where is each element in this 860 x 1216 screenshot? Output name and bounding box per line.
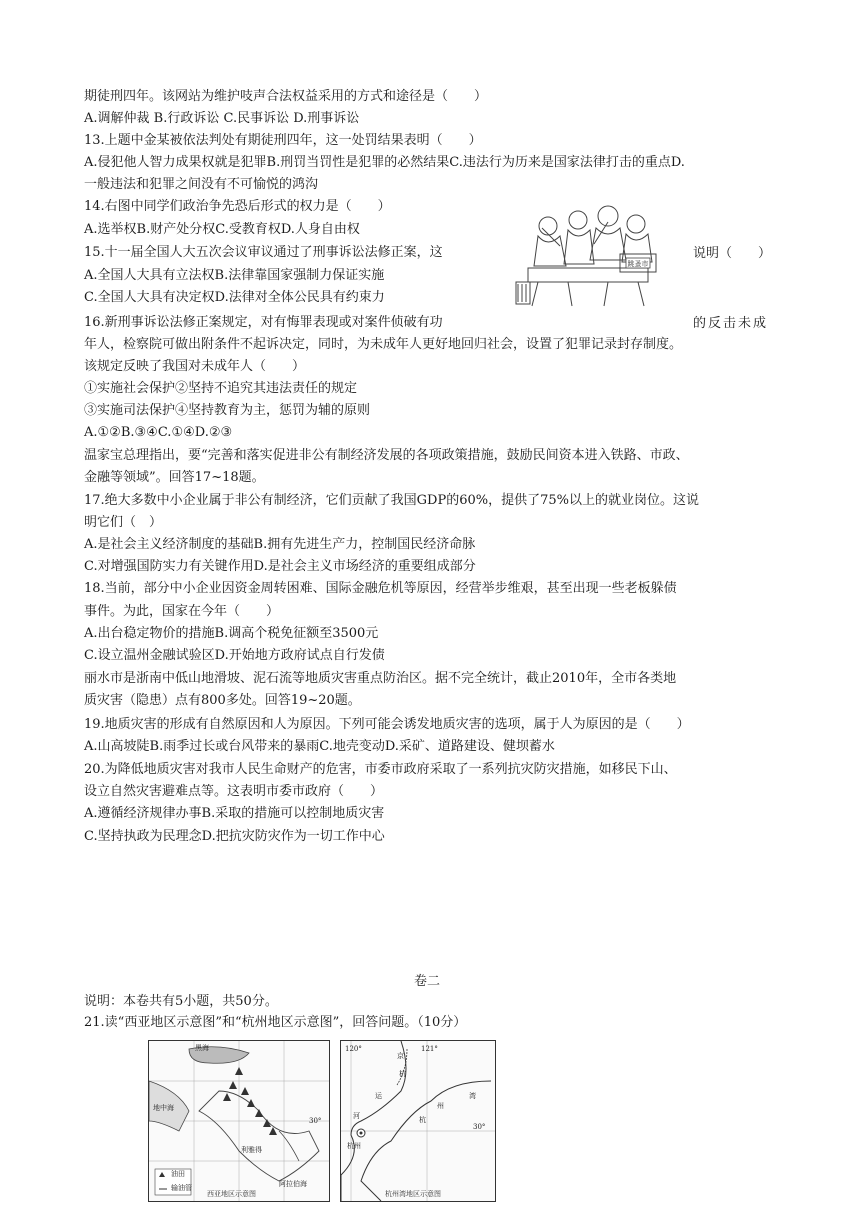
text-line: 17.绝大多数中小企业属于非公有制经济，它们贡献了我国GDP的60%，提供了75%以上的就业岗位。这说	[84, 493, 700, 508]
text-line: 期徒刑四年。该网站为维护吱声合法权益采用的方式和途径是（ ）	[84, 89, 488, 104]
q16-line-2: 年人，检察院可做出附条件不起诉决定，同时，为未成年人更好地回归社会，设置了犯罪记录封存制度。	[84, 337, 683, 352]
text-line: C.设立温州金融试验区D.开始地方政府试点自行发债	[84, 648, 385, 663]
text-line: 一般违法和犯罪之间没有不可愉悦的鸿沟	[84, 177, 319, 192]
map-label-lon1: 120°	[345, 1045, 362, 1053]
text-line: 14.右图中同学们政治争先恐后形式的权力是（ ）	[84, 199, 391, 214]
text-line: A.出台稳定物价的措施B.调高个税免征额至3500元	[84, 626, 379, 641]
map-label-mediterranean: 地中海	[153, 1104, 174, 1112]
text-line: C.坚持执政为民理念D.把抗灾防灾作为一切工作中心	[84, 829, 385, 844]
text-line: 温家宝总理指出，要“完善和落实促进非公有制经济发展的各项政策措施，鼓励民间资本进入铁路、市政、	[84, 448, 689, 463]
map-label-lat: 30°	[473, 1123, 486, 1131]
text-line: 18.当前，部分中小企业因资金周转困难、国际金融危机等原因，经营举步维艰，甚至出现一些老板躲债	[84, 581, 677, 596]
text-line: 19.地质灾害的形成有自然原因和人为原因。下列可能会诱发地质灾害的选项，属于人为原因的是（ ）	[84, 717, 690, 732]
map-legend-pipe: 输油管	[171, 1184, 192, 1192]
map-label-bay1: 州	[437, 1102, 444, 1110]
text-line: 13.上题中金某被依法判处有期徒刑四年，这一处罚结果表明（ ）	[84, 133, 482, 148]
map-label-canal1: 杭	[399, 1070, 406, 1078]
text-line: 事件。为此，国家在今年（ ）	[84, 604, 280, 619]
students-voting-illustration	[508, 196, 674, 308]
text-line: A.是社会主义经济制度的基础B.拥有先进生产力，控制国民经济命脉	[84, 537, 476, 552]
text-line: A.全国人大具有立法权B.法律靠国家强制力保证实施	[84, 268, 385, 283]
map-label-arab: 阿拉伯海	[279, 1180, 307, 1188]
west-asia-map	[148, 1040, 330, 1202]
text-line: 明它们（ ）	[84, 515, 163, 530]
text-line: 15.十一届全国人大五次会议审议通过了刑事诉讼法修正案，这	[84, 245, 443, 260]
text-line: 丽水市是浙南中低山地滑坡、泥石流等地质灾害重点防治区。据不完全统计，截止2010年，全市各类地	[84, 671, 677, 686]
west-asia-caption: 西亚地区示意图	[207, 1190, 256, 1198]
text-line: ①实施社会保护②坚持不追究其违法责任的规定	[84, 381, 358, 396]
text-line: A.选举权B.财产处分权C.受教育权D.人身自由权	[84, 222, 360, 237]
map-label-black-sea: 黑海	[195, 1044, 209, 1052]
section-title: 卷二	[414, 974, 441, 989]
text-line: A.侵犯他人智力成果权就是犯罪B.刑罚当罚性是犯罪的必然结果C.违法行为历来是国家法律打击的重点D.	[84, 155, 685, 170]
map-label-lon2: 121°	[421, 1045, 438, 1053]
question-21: 21.读“西亚地区示意图”和“杭州地区示意图”，回答问题。（10分）	[84, 1015, 467, 1030]
text-line: C.全国人大具有决定权D.法律对全体公民具有约束力	[84, 290, 385, 305]
map-legend-oil: 油田	[171, 1170, 185, 1178]
text-line: 金融等领域”。回答17~18题。	[84, 470, 265, 485]
map-label-city: 杭州	[347, 1142, 361, 1150]
text-line: A.①②B.③④C.①④D.②③	[84, 425, 233, 440]
map-label-river: 河	[353, 1112, 360, 1120]
section-note: 说明：本卷共有5小题，共50分。	[84, 994, 278, 1009]
map-label-lat: 30°	[309, 1117, 322, 1125]
text-line: A.山高坡陡B.雨季过长或台风带来的暴雨C.地壳变动D.采矿、道路建设、健坝蓄水	[84, 739, 555, 754]
text-line: A.调解仲裁 B.行政诉讼 C.民事诉讼 D.刑事诉讼	[84, 111, 360, 126]
map-label-jing: 京	[397, 1052, 404, 1060]
text-line: ③实施司法保护④坚持教育为主，惩罚为辅的原则	[84, 403, 371, 418]
illustration-sign: 跳蚤市	[627, 260, 649, 268]
map-label-canal2: 运	[375, 1092, 382, 1100]
text-line: C.对增强国防实力有关键作用D.是社会主义市场经济的重要组成部分	[84, 559, 476, 574]
text-line: 16.新刑事诉讼法修正案规定，对有悔罪表现或对案件侦破有功	[84, 315, 443, 330]
text-line: A.遵循经济规律办事B.采取的措施可以控制地质灾害	[84, 806, 385, 821]
text-line: 设立自然灾害避难点等。这表明市委市政府（ ）	[84, 784, 384, 799]
hangzhou-caption: 杭州湾地区示意图	[385, 1190, 441, 1198]
hangzhou-map	[340, 1040, 496, 1202]
q16-tail: 的反击未成	[693, 316, 769, 331]
text-line: 20.为降低地质灾害对我市人民生命财产的危害，市委市政府采取了一系列抗灾防灾措施，如移民下山、	[84, 762, 677, 777]
map-label-bay2: 湾	[469, 1092, 476, 1100]
text-line: 质灾害（隐患）点有800多处。回答19~20题。	[84, 693, 361, 708]
map-label-pipeline: 利雅得	[241, 1146, 262, 1154]
map-label-hang: 杭	[419, 1116, 426, 1124]
q15-tail: 说明（ ）	[693, 246, 772, 261]
text-line: 该规定反映了我国对未成年人（ ）	[84, 359, 306, 374]
